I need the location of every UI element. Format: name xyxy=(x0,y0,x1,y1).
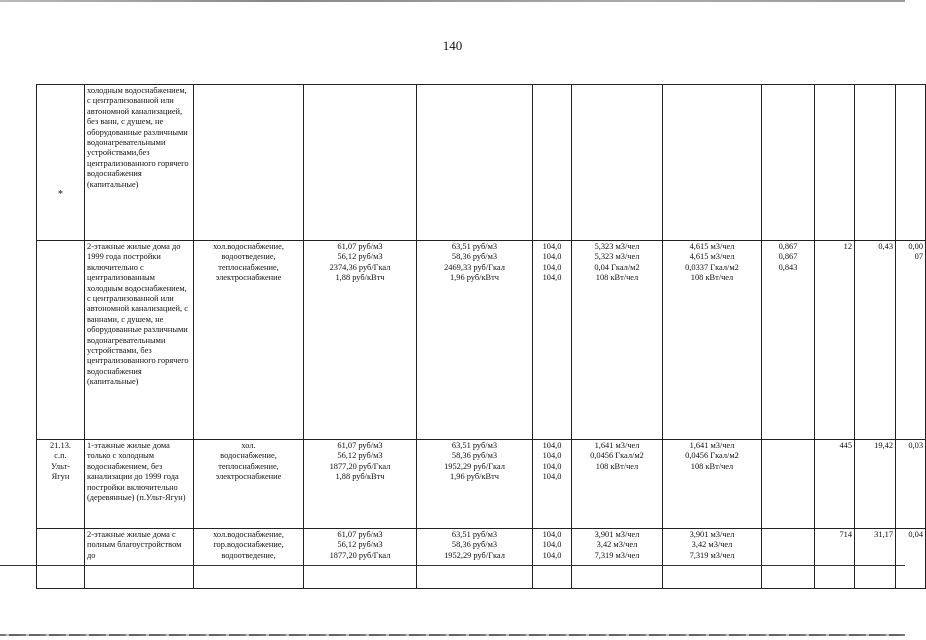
row-tariff-new-line: 63,51 руб/м3 xyxy=(451,441,498,450)
row-tariff-old-line: 2374,36 руб/Гкал xyxy=(329,262,391,272)
row-norm-new xyxy=(663,529,762,589)
row-index-line: 104,0 xyxy=(542,252,562,262)
row-index-line: 104,0 xyxy=(542,540,562,550)
row-description-text: 1-этажные жилые дома только с холодным водоснабжением, без канализации до 1999 года постройки включительно (деревянные) (п.Ульт-Ягун) xyxy=(87,441,186,503)
row-tariff-new-line: 63,51 руб/м3 xyxy=(451,530,498,539)
row-norm-new-line: 0,0337 Гкал/м2 xyxy=(685,262,739,272)
row-norm-old-line: 3,42 м3/чел xyxy=(596,540,638,550)
table-row xyxy=(37,440,926,529)
row-tariff-new-line: 1952,29 руб/Гкал xyxy=(444,461,505,471)
row-coefficient xyxy=(762,241,815,440)
row-norm-new-line: 3,901 м3/чел xyxy=(689,530,735,539)
row-norm-new-line: 4,615 м3/чел xyxy=(689,252,735,262)
row-norm-old xyxy=(572,241,663,440)
row-index-line: 104,0 xyxy=(542,262,562,272)
row-count-text: 714 xyxy=(839,530,852,539)
row-index-line: 104,0 xyxy=(542,472,562,482)
row-value-2 xyxy=(896,529,926,589)
row-index xyxy=(533,85,572,241)
row-number-line xyxy=(39,96,82,106)
row-tariff-new xyxy=(417,85,533,241)
row-value-1 xyxy=(855,85,896,241)
row-tariff-old xyxy=(304,440,417,529)
row-norm-old-line: 5,323 м3/чел xyxy=(594,242,640,251)
row-number-line xyxy=(39,159,82,169)
row-number xyxy=(37,529,85,589)
row-index xyxy=(533,440,572,529)
row-services-line: хол.водоснабжение, xyxy=(213,530,284,539)
row-tariff-old-line: 1,88 руб/кВтч xyxy=(335,472,385,482)
row-coefficient-line: 0,867 xyxy=(778,252,798,262)
row-norm-new-line: 1,641 м3/чел xyxy=(689,441,735,450)
row-index-line: 104,0 xyxy=(542,242,562,251)
row-number xyxy=(37,241,85,440)
row-services-line: водоотведение, xyxy=(221,252,276,262)
row-services xyxy=(194,529,304,589)
table-row xyxy=(37,241,926,440)
row-tariff-old-line: 56,12 руб/м3 xyxy=(337,540,383,550)
scan-edge-top xyxy=(0,0,905,2)
row-tariff-new-line: 63,51 руб/м3 xyxy=(451,242,498,251)
row-number-line xyxy=(39,169,82,179)
row-index-line: 104,0 xyxy=(542,550,562,560)
row-norm-old-line: 108 кВт/чел xyxy=(595,461,639,471)
row-number-line: * xyxy=(58,189,63,201)
row-services-line: водоотведение, xyxy=(221,550,276,560)
table-container xyxy=(36,84,923,565)
row-count-text: 12 xyxy=(843,242,852,251)
row-index xyxy=(533,241,572,440)
row-coefficient xyxy=(762,85,815,241)
row-value-1-text: 31,17 xyxy=(874,530,893,539)
row-count-text: 445 xyxy=(839,441,852,450)
row-norm-new xyxy=(663,85,762,241)
row-tariff-new xyxy=(417,241,533,440)
row-norm-new-line: 108 кВт/чел xyxy=(690,461,734,471)
row-number-line xyxy=(39,107,82,117)
row-coefficient-line: 0,867 xyxy=(778,242,798,251)
row-tariff-new-line: 58,36 руб/м3 xyxy=(451,252,498,262)
row-tariff-new-line: 58,36 руб/м3 xyxy=(451,540,498,550)
row-services-line: электроснабжение xyxy=(215,273,282,283)
row-number-line: с.п. xyxy=(54,451,67,461)
row-services xyxy=(194,440,304,529)
row-tariff-new-line: 1,96 руб/кВтч xyxy=(449,273,500,283)
row-norm-old-line: 5,323 м3/чел xyxy=(594,252,640,262)
row-services xyxy=(194,85,304,241)
row-norm-old-line: 7,319 м3/чел xyxy=(594,550,640,560)
row-index-line: 104,0 xyxy=(542,273,562,283)
row-description-text: 2-этажные жилые дома до 1999 года постройки включительно с централизованным холодным водоснабжением, с централизованной или автономной канализацией, с ваннами, с душем, не оборудованные различными водонагревательными устройствами, без централизованного горячего водоснабжения (капитальные) xyxy=(87,242,189,387)
row-tariff-new-line: 58,36 руб/м3 xyxy=(451,451,498,461)
row-services-line: водоснабжение, xyxy=(220,451,277,461)
row-value-1 xyxy=(855,440,896,529)
row-description-text: 2-этажные жилые дома с полным благоустройством до xyxy=(87,530,182,560)
row-norm-old xyxy=(572,85,663,241)
row-tariff-old-line: 61,07 руб/м3 xyxy=(337,530,383,539)
row-norm-new-line: 4,615 м3/чел xyxy=(689,242,735,251)
row-tariff-new-line: 2469,33 руб/Гкал xyxy=(444,262,505,272)
row-description xyxy=(85,241,194,440)
row-tariff-old-line: 61,07 руб/м3 xyxy=(337,441,383,450)
row-tariff-old-line: 56,12 руб/м3 xyxy=(337,252,383,262)
row-norm-new-line: 7,319 м3/чел xyxy=(689,550,735,560)
row-tariff-old xyxy=(304,529,417,589)
row-norm-new xyxy=(663,440,762,529)
row-number-line: 21.13. xyxy=(50,441,71,450)
row-tariff-old-line: 61,07 руб/м3 xyxy=(337,242,383,251)
row-index-line: 104,0 xyxy=(542,441,562,450)
row-number-line xyxy=(39,138,82,148)
row-count xyxy=(815,241,855,440)
row-norm-old xyxy=(572,440,663,529)
row-value-1-text: 0,43 xyxy=(878,242,893,251)
row-services xyxy=(194,241,304,440)
row-number-line: Ягун xyxy=(51,472,70,482)
row-tariff-new-line: 1,96 руб/кВтч xyxy=(449,472,500,482)
row-value-1 xyxy=(855,529,896,589)
row-count xyxy=(815,529,855,589)
row-norm-new-line: 108 кВт/чел xyxy=(690,273,734,283)
row-services-line: электроснабжение xyxy=(215,472,282,482)
row-services-line: хол. xyxy=(241,441,256,450)
row-coefficient xyxy=(762,440,815,529)
row-value-2-text: 0,04 xyxy=(908,530,923,539)
row-tariff-old-line: 1877,20 руб/Гкал xyxy=(329,550,391,560)
row-tariff-old-line: 56,12 руб/м3 xyxy=(337,451,383,461)
tariff-table xyxy=(36,84,926,589)
row-index xyxy=(533,529,572,589)
row-value-2-text: 0,00 07 xyxy=(908,242,923,262)
row-value-2 xyxy=(896,241,926,440)
row-description xyxy=(85,85,194,241)
row-tariff-old-line: 1877,20 руб/Гкал xyxy=(329,461,391,471)
row-tariff-old-line: 1,88 руб/кВтч xyxy=(335,273,385,283)
row-number-line: Ульт- xyxy=(50,461,71,471)
row-services-line: теплоснабжение, xyxy=(218,262,279,272)
row-number-line xyxy=(39,117,82,127)
row-coefficient-line: 0,843 xyxy=(778,262,798,272)
row-norm-old-line: 108 кВт/чел xyxy=(595,273,639,283)
row-index-line: 104,0 xyxy=(542,451,562,461)
page-number: 140 xyxy=(442,38,463,53)
row-value-2 xyxy=(896,440,926,529)
row-value-2-text: 0,03 xyxy=(908,441,923,450)
row-norm-old-line: 1,641 м3/чел xyxy=(594,441,640,450)
row-services-line: хол.водоснабжение, xyxy=(213,242,284,251)
row-index-line: 104,0 xyxy=(542,461,562,471)
row-description xyxy=(85,440,194,529)
row-number-line xyxy=(39,148,82,158)
row-coefficient xyxy=(762,529,815,589)
row-norm-old-line: 0,0456 Гкал/м2 xyxy=(590,451,644,461)
row-services-line: гор.водоснабжение, xyxy=(213,540,284,550)
row-count xyxy=(815,85,855,241)
row-norm-old xyxy=(572,529,663,589)
row-norm-old-line: 3,901 м3/чел xyxy=(594,530,640,539)
row-tariff-new xyxy=(417,440,533,529)
row-index-line: 104,0 xyxy=(542,530,562,539)
row-number-line xyxy=(39,128,82,138)
row-tariff-new-line: 1952,29 руб/Гкал xyxy=(444,550,505,560)
scan-edge-bottom xyxy=(0,634,905,636)
row-description xyxy=(85,529,194,589)
row-number xyxy=(37,440,85,529)
row-tariff-new xyxy=(417,529,533,589)
row-number-line xyxy=(39,86,82,96)
row-norm-new-line: 3,42 м3/чел xyxy=(691,540,733,550)
row-norm-old-line: 0,04 Гкал/м2 xyxy=(594,262,640,272)
row-number xyxy=(37,85,85,241)
row-description-text: холодным водоснабжением, с централизованной или автономной канализацией, без ванн, с душем, не оборудованные различными водонагревательными устройствами,без централизованного горячего водоснабжения (капитальные) xyxy=(87,86,189,189)
row-value-2 xyxy=(896,85,926,241)
row-norm-new-line: 0,0456 Гкал/м2 xyxy=(685,451,739,461)
row-value-1 xyxy=(855,241,896,440)
row-tariff-old xyxy=(304,241,417,440)
row-norm-new xyxy=(663,241,762,440)
row-services-line: теплоснабжение, xyxy=(218,461,279,471)
row-value-1-text: 19,42 xyxy=(874,441,893,450)
table-row xyxy=(37,529,926,589)
table-row xyxy=(37,85,926,241)
row-count xyxy=(815,440,855,529)
table-body xyxy=(37,85,926,589)
bottom-rule xyxy=(0,565,905,566)
row-tariff-old xyxy=(304,85,417,241)
